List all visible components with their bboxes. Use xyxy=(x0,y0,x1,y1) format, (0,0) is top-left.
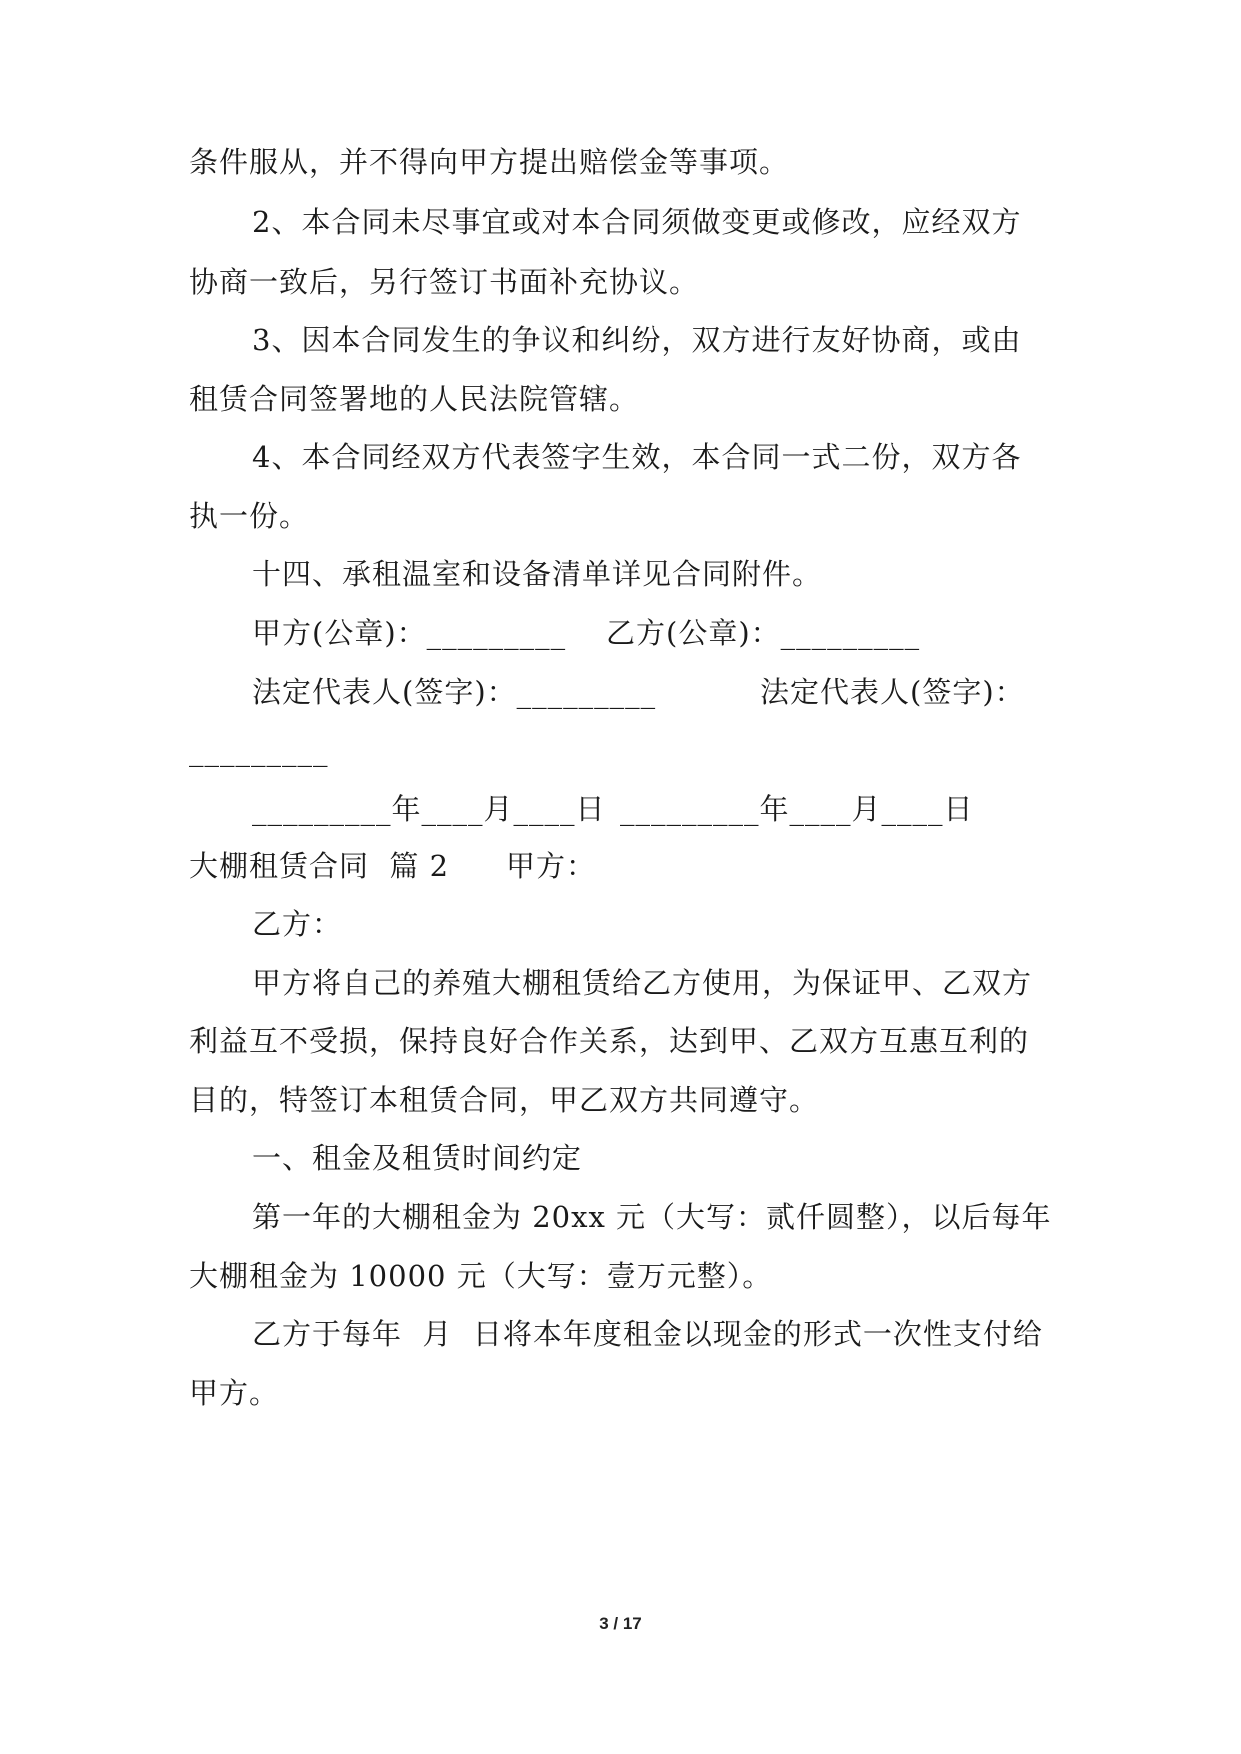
paragraph-line: 第一年的大棚租金为 20xx 元（大写：贰仟圆整），以后每年 xyxy=(252,1200,1052,1234)
party-a-label: 甲方： xyxy=(506,849,597,883)
paragraph-line: 甲方将自己的养殖大棚租赁给乙方使用，为保证甲、乙双方 xyxy=(252,966,1033,1000)
paragraph-line: 4、本合同经双方代表签字生效，本合同一式二份，双方各 xyxy=(252,440,1022,474)
paragraph-line: 甲方。 xyxy=(189,1376,280,1410)
party-a-representative-line: 法定代表人(签字)：_________ xyxy=(252,675,657,709)
paragraph-line: 协商一致后，另行签订书面补充协议。 xyxy=(189,265,700,299)
party-b-seal-line: 乙方(公章)：_________ xyxy=(606,616,921,650)
paragraph-line: 3、因本合同发生的争议和纠纷，双方进行友好协商，或由 xyxy=(252,323,1022,357)
paragraph-line: 乙方于每年 月 日将本年度租金以现金的形式一次性支付给 xyxy=(252,1317,1043,1351)
paragraph-line: 利益互不受损，保持良好合作关系，达到甲、乙双方互惠互利的 xyxy=(189,1024,1030,1058)
party-b-representative-line: 法定代表人(签字)： xyxy=(760,675,1025,709)
page-number: 3 / 17 xyxy=(599,1614,642,1633)
paragraph-line: 目的，特签订本租赁合同，甲乙双方共同遵守。 xyxy=(189,1083,820,1117)
party-b-label: 乙方： xyxy=(252,907,343,941)
party-a-seal-line: 甲方(公章)：_________ xyxy=(252,616,567,650)
paragraph-line: 十四、承租温室和设备清单详见合同附件。 xyxy=(252,557,823,591)
paragraph-line: 条件服从，并不得向甲方提出赔偿金等事项。 xyxy=(189,145,790,179)
clause-heading: 一、租金及租赁时间约定 xyxy=(252,1141,583,1175)
signature-blank: _________ xyxy=(189,733,329,767)
paragraph-line: 大棚租金为 10000 元（大写：壹万元整）。 xyxy=(189,1259,773,1293)
paragraph-line: 2、本合同未尽事宜或对本合同须做变更或修改，应经双方 xyxy=(252,205,1022,239)
paragraph-line: 执一份。 xyxy=(189,499,310,533)
section-title: 大棚租赁合同 篇 2 xyxy=(189,849,450,883)
party-a-date-line: _________年____月____日 xyxy=(252,792,606,826)
paragraph-line: 租赁合同签署地的人民法院管辖。 xyxy=(189,382,640,416)
party-b-date-line: _________年____月____日 xyxy=(620,792,974,826)
